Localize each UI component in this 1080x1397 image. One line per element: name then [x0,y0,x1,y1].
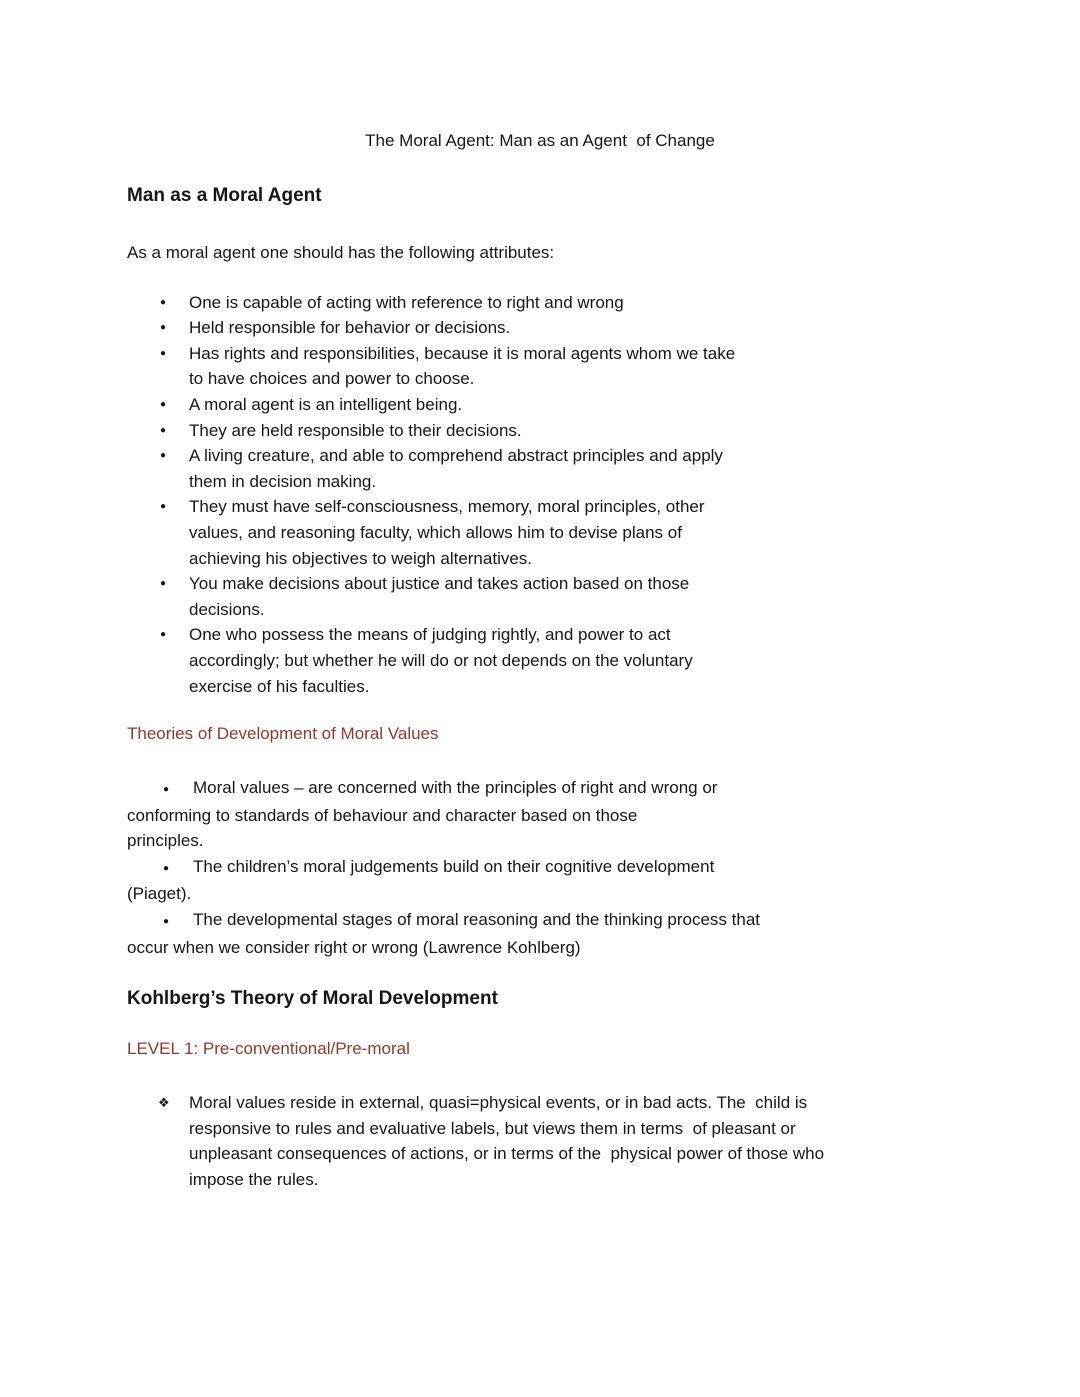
list-item [127,290,953,316]
bullet-icon: ● [160,450,167,462]
bullet-icon: ● [160,347,167,359]
theory-points-list [127,775,953,960]
list-item [127,341,953,392]
list-item-text: You make decisions about justice and takes action based on those decisions. [189,574,690,619]
bullet-icon: ● [160,398,167,410]
list-item [127,443,953,494]
bullet-icon: ● [160,501,167,513]
list-item [127,907,953,960]
bullet-icon: ● [163,916,170,928]
level1-points-list [127,1090,953,1192]
list-item [127,775,953,854]
list-item-text: A moral agent is an intelligent being. [189,394,463,414]
list-item [127,1090,953,1192]
list-item-text: The children’s moral judgements build on their cognitive development (Piaget). [127,856,715,904]
list-item-text: Moral values reside in external, quasi=physical events, or in bad acts. The child is responsive to rules and evaluative labels, but views them in terms of pleasant or unpleasant consequences of actions, or in terms of the physical power of those who impose the rules. [189,1093,825,1190]
bullet-icon: ● [163,784,170,796]
list-item-text: They must have self-consciousness, memory, moral principles, other values, and reasoning faculty, which allows him to devise plans of achieving his objectives to weigh alternatives. [189,497,705,568]
attributes-list [127,290,953,700]
list-item [127,854,953,907]
level1-heading: LEVEL 1: Pre-conventional/Pre-moral [127,1039,410,1059]
bullet-icon: ● [160,296,167,308]
list-item-text: Held responsible for behavior or decisions. [189,318,511,338]
list-item [127,571,953,622]
list-item [127,622,953,699]
bullet-icon: ● [160,629,167,641]
section-heading-man-as-moral-agent: Man as a Moral Agent [127,185,322,206]
bullet-icon: ● [160,424,167,436]
list-item [127,494,953,571]
document-title: The Moral Agent: Man as an Agent of Change [365,131,715,150]
bullet-icon: ● [160,322,167,334]
list-item [127,315,953,341]
intro-paragraph: As a moral agent one should has the following attributes: [127,243,555,262]
list-item-text: The developmental stages of moral reasoning and the thinking process that occur when we consider right or wrong (Lawrence Kohlberg) [127,910,761,957]
list-item-text: One who possess the means of judging rightly, and power to act accordingly; but whether he will do or not depends on the voluntary exercise of his faculties. [189,625,693,696]
list-item-text: They are held responsible to their decisions. [189,420,522,440]
list-item-text: Moral values – are concerned with the principles of right and wrong or conforming to standards of behaviour and character based on those principles. [127,778,718,851]
list-item-text: Has rights and responsibilities, because it is moral agents whom we take to have choices and power to choose. [189,343,736,389]
list-item [127,392,953,418]
kohlberg-heading: Kohlberg’s Theory of Moral Development [127,988,498,1010]
list-item-text: One is capable of acting with reference to right and wrong [189,292,624,312]
theories-heading: Theories of Development of Moral Values [127,724,439,744]
list-item-text: A living creature, and able to comprehend abstract principles and apply them in decision making. [189,446,723,491]
list-item [127,418,953,444]
bullet-icon: ● [160,578,167,590]
bullet-icon: ● [163,862,170,874]
diamond-bullet-icon: ❖ [158,1095,170,1111]
